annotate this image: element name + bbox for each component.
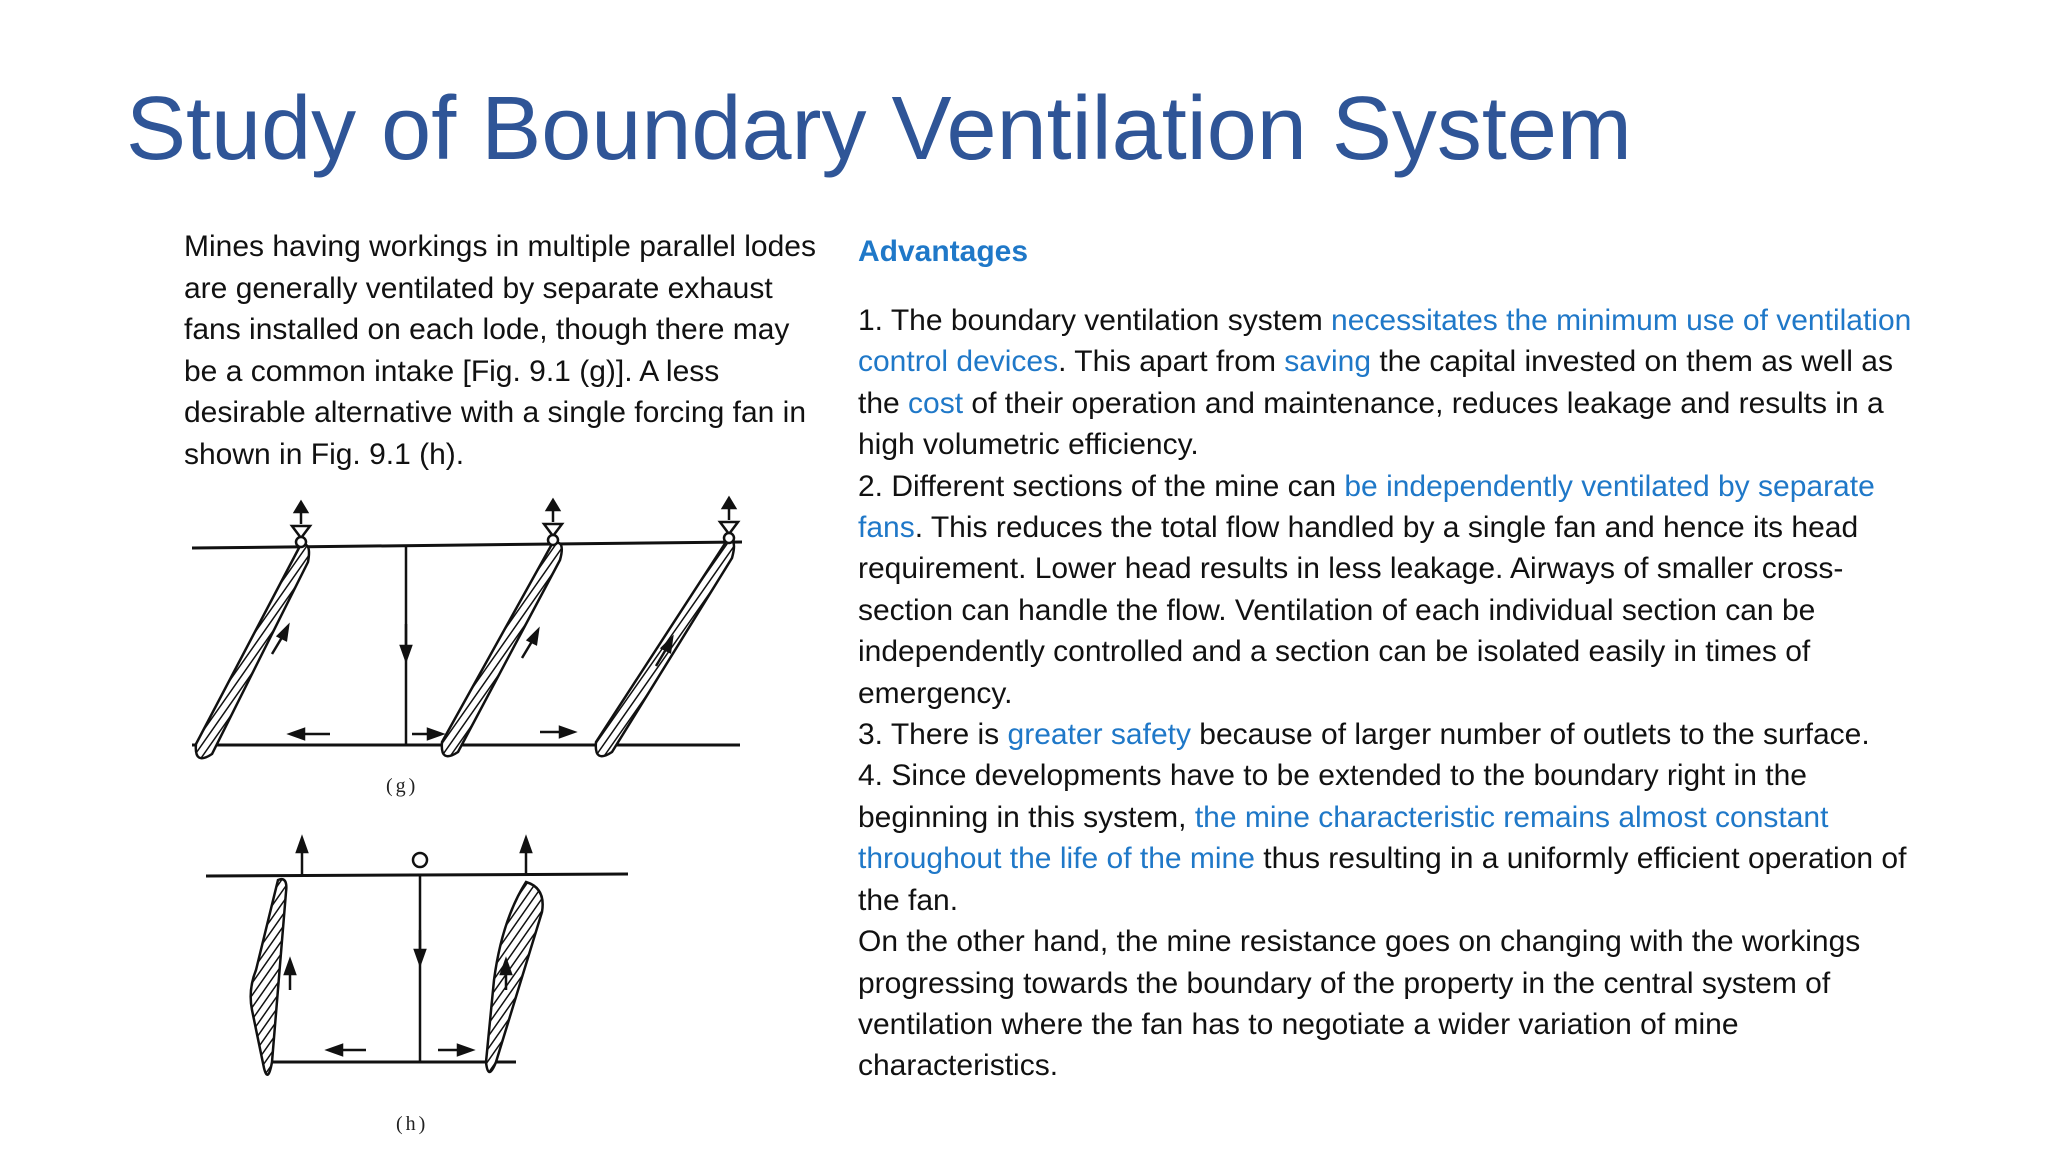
fan-icon <box>544 500 562 545</box>
lode-right <box>486 882 543 1072</box>
text-run: . This reduces the total flow handled by a single fan and hence its head requirement. Lower head results in less leakage. Airways of smaller cross-section can handle the flow. Ventilation of each individual section can be independently controlled and a section can be isolated easily in times of emergency. <box>858 511 1859 710</box>
contrast-paragraph: On the other hand, the mine resistance goes on changing with the workings progressing towards the boundary of the property in the central system of ventilation where the fan has to negotiate a wider variation of mine characteristics. <box>858 925 1861 1083</box>
advantage-3 <box>858 714 1938 755</box>
figure-h-label: (h) <box>396 1113 429 1135</box>
advantage-2 <box>858 466 1938 714</box>
highlight-run: saving <box>1284 345 1372 379</box>
advantages-section <box>858 232 1938 1087</box>
advantage-1 <box>858 300 1938 466</box>
text-run: 2. Different sections of the mine can <box>858 469 1345 503</box>
figure-h-diagram <box>196 830 636 1140</box>
advantage-4 <box>858 755 1938 921</box>
forcing-fan-icon <box>413 853 427 867</box>
highlight-run: be independently ventilated by separate fans <box>858 469 1875 545</box>
lode-1 <box>196 545 309 759</box>
figure-g-label: (g) <box>386 775 419 797</box>
figure-g-diagram <box>180 494 750 804</box>
text-run: of their operation and maintenance, reduces leakage and results in a high volumetric efficiency. <box>858 386 1884 462</box>
intro-paragraph: Mines having workings in multiple parallel lodes are generally ventilated by separate exhaust fans installed on each lode, though there may be a common intake [Fig. 9.1 (g)]. A less desirable alternative with a single forcing fan in shown in Fig. 9.1 (h). <box>184 230 816 471</box>
text-run: because of larger number of outlets to the surface. <box>1190 718 1870 752</box>
highlight-run: necessitates the minimum use of ventilation control devices <box>858 304 1912 379</box>
text-run: . This apart from <box>1058 345 1285 379</box>
advantages-heading: Advantages <box>858 235 1029 268</box>
lode-2 <box>442 543 562 757</box>
fan-icon <box>720 498 738 543</box>
text-run: 1. The boundary ventilation system <box>858 304 1332 337</box>
text-run: thus resulting in a uniformly efficient operation of the fan. <box>858 842 1907 917</box>
highlight-run: the mine characteristic remains almost constant throughout the life of the mine <box>858 800 1829 876</box>
text-run: 4. Since developments have to be extended to the boundary right in the beginning in this system, <box>858 759 1807 834</box>
text-run: the capital invested on them as well as the <box>858 345 1893 420</box>
highlight-run: cost <box>908 386 964 420</box>
text-run: 3. There is <box>858 718 1008 752</box>
lode-left <box>251 879 287 1075</box>
highlight-run: greater safety <box>1007 718 1191 752</box>
slide-title: Study of Boundary Ventilation System <box>126 79 1632 179</box>
fan-icon <box>292 502 310 547</box>
